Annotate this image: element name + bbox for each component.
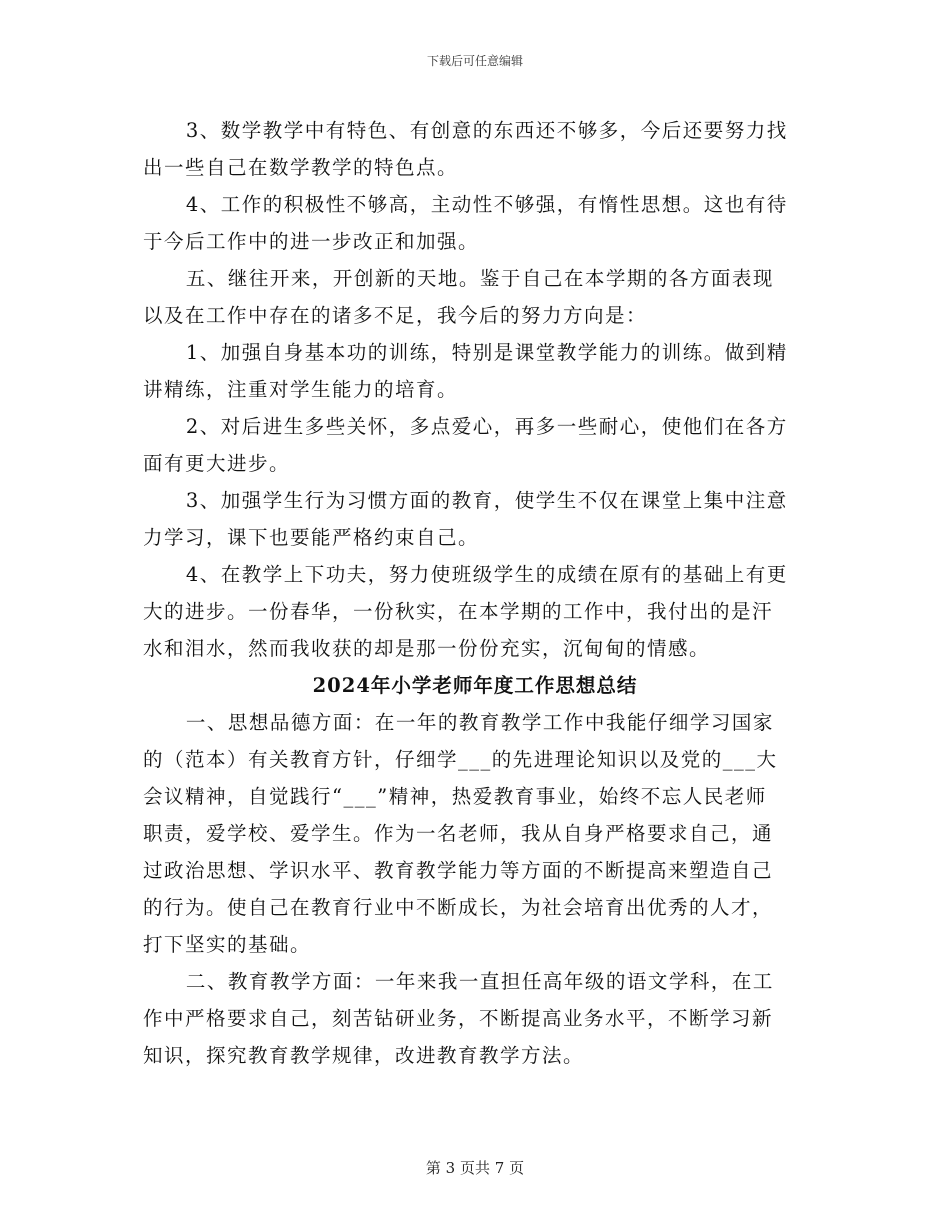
- paragraph-line: 1、加强自身基本功的训练，特别是课堂教学能力的训练。做到精: [185, 341, 788, 364]
- paragraphs-after: [143, 704, 807, 1074]
- paragraph-line: 打下坚实的基础。: [143, 933, 312, 956]
- paragraph: [143, 112, 807, 186]
- paragraph: [143, 260, 807, 334]
- paragraph-line: 职责，爱学校、爱学生。作为一名老师，我从自身严格要求自己，通: [143, 822, 774, 845]
- paragraph: [143, 556, 807, 667]
- paragraph: [143, 408, 807, 482]
- paragraph: [143, 482, 807, 556]
- paragraph-line: 4、在教学上下功夫，努力使班级学生的成绩在原有的基础上有更: [185, 563, 788, 586]
- paragraph-line: 作中严格要求自己，刻苦钻研业务，不断提高业务水平，不断学习新: [143, 1007, 774, 1030]
- paragraph: [143, 186, 807, 260]
- paragraph-line: 水和泪水，然而我收获的却是那一份份充实，沉甸甸的情感。: [143, 637, 711, 660]
- paragraph-line: 知识，探究教育教学规律，改进教育教学方法。: [143, 1044, 585, 1067]
- paragraph-line: 于今后工作中的进一步改正和加强。: [143, 230, 480, 253]
- page-footer: 第 3 页共 7 页: [425, 1159, 525, 1177]
- paragraph-line: 2、对后进生多些关怀，多点爱心，再多一些耐心，使他们在各方: [185, 415, 788, 438]
- document-body: [143, 112, 807, 1074]
- paragraph-line: 二、教育教学方面：一年来我一直担任高年级的语文学科，在工: [185, 970, 774, 993]
- paragraph-line: 过政治思想、学识水平、教育教学能力等方面的不断提高来塑造自己: [143, 859, 774, 882]
- paragraph-line: 以及在工作中存在的诸多不足，我今后的努力方向是：: [143, 304, 648, 327]
- paragraphs-before: [143, 112, 807, 667]
- paragraph-line: 4、工作的积极性不够高，主动性不够强，有惰性思想。这也有待: [185, 193, 788, 216]
- paragraph: [143, 963, 807, 1074]
- paragraph-line: 大的进步。一份春华，一份秋实，在本学期的工作中，我付出的是汗: [143, 600, 774, 623]
- paragraph-line: 面有更大进步。: [143, 452, 291, 475]
- paragraph-line: 出一些自己在数学教学的特色点。: [143, 156, 459, 179]
- paragraph: [143, 334, 807, 408]
- paragraph-line: 3、加强学生行为习惯方面的教育，使学生不仅在课堂上集中注意: [185, 489, 788, 512]
- section-title: 2024年小学老师年度工作思想总结: [312, 674, 638, 697]
- paragraph-line: 讲精练，注重对学生能力的培育。: [143, 378, 459, 401]
- paragraph-line: 一、思想品德方面：在一年的教育教学工作中我能仔细学习国家: [185, 711, 774, 734]
- paragraph-line: 的行为。使自己在教育行业中不断成长，为社会培育出优秀的人才，: [143, 896, 774, 919]
- paragraph: [143, 704, 807, 963]
- page-header: 下载后可任意编辑: [426, 54, 523, 68]
- paragraph-line: 五、继往开来，开创新的天地。鉴于自己在本学期的各方面表现: [185, 267, 774, 290]
- paragraph-line: 3、数学教学中有特色、有创意的东西还不够多，今后还要努力找: [185, 119, 788, 142]
- paragraph-line: 的（范本）有关教育方针，仔细学___的先进理论知识以及党的___大: [143, 748, 778, 771]
- paragraph-line: 力学习，课下也要能严格约束自己。: [143, 526, 480, 549]
- paragraph-line: 会议精神，自觉践行“___”精神，热爱教育事业，始终不忘人民老师: [143, 785, 767, 808]
